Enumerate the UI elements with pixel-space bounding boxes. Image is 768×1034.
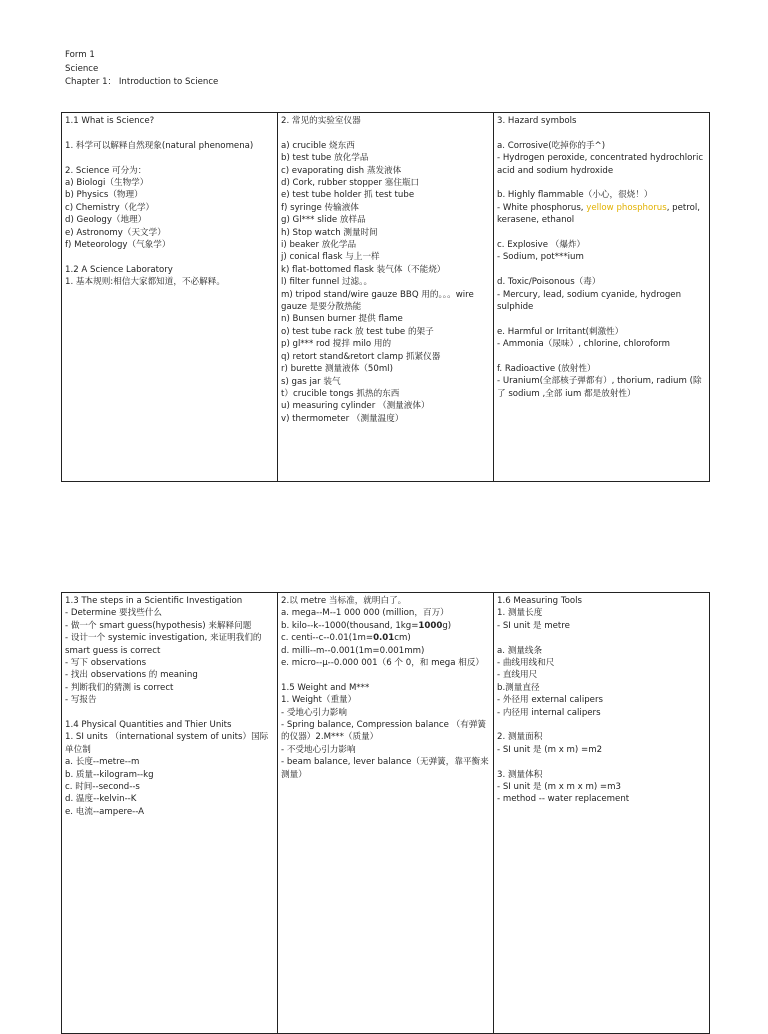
cell-lines xyxy=(65,607,274,818)
cell-title: 3. Hazard symbols xyxy=(497,116,577,126)
document-header xyxy=(65,49,218,90)
text-line xyxy=(497,177,706,189)
text-line: b. 质量--kilogram--kg xyxy=(65,769,154,780)
cell-lines xyxy=(65,127,274,288)
cell-title: 1.6 Measuring Tools xyxy=(497,596,583,606)
text-line xyxy=(497,756,706,768)
kilo-text: b. kilo--k--1000(thousand, 1kg= xyxy=(281,620,419,631)
text-line: - Sodium, pot***ium xyxy=(497,252,584,263)
text-line xyxy=(497,264,706,276)
text-line: - 外径用 external calipers xyxy=(497,695,603,706)
text-line: j) conical flask 与上一样 xyxy=(281,252,380,263)
text-line xyxy=(65,152,274,164)
text-line: - 做一个 smart guess(hypothesis) 来解释问题 xyxy=(65,620,252,631)
text-line: 1. SI units （international system of units）国际单位制 xyxy=(65,732,269,755)
cell-lines xyxy=(281,669,490,781)
text-line: p) gl*** rod 搅拌 milo 用的 xyxy=(281,339,392,350)
text-line: o) test tube rack 放 test tube 的架子 xyxy=(281,326,434,337)
text-line: i) beaker 放化学品 xyxy=(281,240,357,251)
cell-lab-apparatus xyxy=(278,113,494,482)
flammable-highlight: yellow phosphorus xyxy=(586,202,667,213)
text-line: - Ammonia（尿味）, chlorine, chloroform xyxy=(497,339,671,350)
centi-text: c. centi--c--0.01(1m= xyxy=(281,633,374,644)
text-line: d. 温度--kelvin--K xyxy=(65,794,137,805)
text-line: c) evaporating dish 蒸发液体 xyxy=(281,165,402,176)
text-line xyxy=(497,632,706,644)
prefix-kilo xyxy=(281,620,490,632)
text-line: b) Physics（物理） xyxy=(65,190,143,201)
cell-title: 2.以 metre 当标准，就明白了。 xyxy=(281,596,407,606)
text-line xyxy=(65,707,274,719)
text-line: 1.4 Physical Quantities and Thier Units xyxy=(65,720,232,731)
text-line: 2. Science 可分为： xyxy=(65,165,147,176)
text-line: - method -- water replacement xyxy=(497,794,630,805)
text-line: 1. 科学可以解释自然现象(natural phenomena) xyxy=(65,140,254,151)
text-line: m) tripod stand/wire gauze BBQ 用的。。。wire gauze 是要分散热能 xyxy=(281,289,477,313)
text-line: f) Meteorology（气象学） xyxy=(65,240,171,251)
text-line: a. 长度--metre--m xyxy=(65,757,140,768)
cell-title: 1.1 What is Science? xyxy=(65,116,155,126)
cell-lines xyxy=(497,227,706,401)
table-row xyxy=(62,593,710,1034)
text-line xyxy=(497,227,706,239)
text-line: 1.2 A Science Laboratory xyxy=(65,264,173,275)
text-line: d) Geology（地理） xyxy=(65,215,147,226)
table-row xyxy=(62,113,710,482)
text-line: f. Radioactive (放射性） xyxy=(497,364,596,375)
text-line: - SI unit 是 (m x m) =m2 xyxy=(497,744,603,755)
text-line: a. Corrosive(吃掉你的手^) xyxy=(497,140,606,151)
centi-bold: 0.01 xyxy=(373,633,395,644)
text-line xyxy=(497,313,706,325)
text-line: a) Biologi（生物学） xyxy=(65,178,149,188)
prefix-micro: e. micro--μ--0.000 001（6 个 0，和 mega 相反） xyxy=(281,658,485,669)
text-line: - 设计一个 systemic investigation, 来证明我们的 smart guess is correct xyxy=(65,633,265,656)
text-line: - 曲线用线和尺 xyxy=(497,658,555,669)
text-line: - Uranium(全部核子弹都有）, thorium, radium (除了 sodium ,全部 ium 都是放射性） xyxy=(497,376,702,399)
cell-lines xyxy=(281,127,490,425)
text-line: e. Harmful or Irritant(刺激性） xyxy=(497,326,624,337)
text-line: b. Highly flammable（小心，很烧！） xyxy=(497,190,653,201)
text-line: c. 时间--second--s xyxy=(65,782,140,793)
text-line: n) Bunsen burner 提供 flame xyxy=(281,314,403,325)
text-line: - Hydrogen peroxide, concentrated hydrochloric acid and sodium hydroxide xyxy=(497,153,706,176)
text-line: - 写下 observations xyxy=(65,658,147,669)
text-line: 1. 基本规则:相信大家都知道，不必解释。 xyxy=(65,277,225,288)
text-line: a. 测量线条 xyxy=(497,645,543,656)
text-line: f) syringe 传输液体 xyxy=(281,202,359,213)
text-line: b.测量直径 xyxy=(497,682,540,693)
form-label: Form 1 xyxy=(65,50,95,60)
text-line: v) thermometer （测量温度） xyxy=(281,413,404,424)
text-line xyxy=(497,127,706,139)
text-line: 1. Weight（重量） xyxy=(281,695,357,706)
cell-lines xyxy=(497,127,706,201)
cell-title: 1.3 The steps in a Scientific Investigation xyxy=(65,596,243,606)
text-line: e) Astronomy（天文学） xyxy=(65,227,166,238)
text-line xyxy=(65,251,274,263)
text-line xyxy=(281,127,490,139)
cell-what-is-science xyxy=(62,113,278,482)
text-line: d. Toxic/Poisonous（毒） xyxy=(497,277,601,288)
centi-unit: cm) xyxy=(394,633,411,644)
prefix-mega: a. mega--M--1 000 000 (million，百万） xyxy=(281,608,449,619)
flammable-examples xyxy=(497,202,706,227)
text-line: k) flat-bottomed flask 装气体（不能烧） xyxy=(281,264,446,275)
text-line: - 判断我们的猜测 is correct xyxy=(65,682,174,693)
text-line: l) filter funnel 过滤。。 xyxy=(281,277,373,288)
prefix-centi xyxy=(281,632,490,644)
text-line: r) burette 测量液体（50ml) xyxy=(281,364,393,375)
text-line: - 内径用 internal calipers xyxy=(497,707,601,718)
text-line: - 写报告 xyxy=(65,695,97,706)
text-line: d) Cork, rubber stopper 塞住瓶口 xyxy=(281,178,420,189)
text-line: - 找出 observations 的 meaning xyxy=(65,670,198,681)
text-line: - Determine 要找些什么 xyxy=(65,608,162,619)
text-line: - Spring balance, Compression balance （有弹簧的仪器）2.M***（质量） xyxy=(281,720,487,743)
text-line: c) Chemistry（化学） xyxy=(65,202,155,213)
text-line: - 受地心引力影响 xyxy=(281,707,347,718)
text-line: 1.5 Weight and M*** xyxy=(281,682,370,693)
cell-measuring-tools xyxy=(494,593,710,1034)
text-line: h) Stop watch 测量时间 xyxy=(281,227,378,238)
text-line: q) retort stand&retort clamp 抓紧仪器 xyxy=(281,351,441,362)
text-line xyxy=(65,127,274,139)
cell-scientific-investigation xyxy=(62,593,278,1034)
text-line: u) measuring cylinder （测量液体） xyxy=(281,401,430,412)
chapter-title: Chapter 1： Introduction to Science xyxy=(65,77,219,87)
cell-lines xyxy=(497,607,706,805)
text-line: a) crucible 烧东西 xyxy=(281,140,355,151)
text-line: 2. 测量面积 xyxy=(497,732,543,743)
text-line: - SI unit 是 metre xyxy=(497,620,570,631)
notes-table-2 xyxy=(61,592,710,1034)
text-line: - 不受地心引力影响 xyxy=(281,744,356,755)
text-line: t）crucible tongs 抓热的东西 xyxy=(281,388,400,399)
kilo-bold: 1000 xyxy=(418,620,443,631)
text-line: e) test tube holder 抓 test tube xyxy=(281,190,415,201)
text-line: b) test tube 放化学品 xyxy=(281,153,369,164)
text-line: 1. 测量长度 xyxy=(497,608,543,619)
text-line: - beam balance, lever balance（无弹簧，靠平衡来测量） xyxy=(281,757,489,780)
text-line: - Mercury, lead, sodium cyanide, hydrogen sulphide xyxy=(497,289,684,313)
text-line: g) Gl*** slide 放样品 xyxy=(281,215,366,226)
text-line: 3. 测量体积 xyxy=(497,769,543,780)
cell-prefixes-weight-mass xyxy=(278,593,494,1034)
text-line: - 直线用尺 xyxy=(497,670,538,681)
flammable-suffix: , petrol, kerasene, ethanol xyxy=(497,202,703,226)
text-line: - SI unit 是 (m x m x m) =m3 xyxy=(497,782,621,793)
cell-title: 2. 常见的实验室仪器 xyxy=(281,116,361,126)
text-line xyxy=(497,719,706,731)
subject-label: Science xyxy=(65,63,99,74)
text-line: s) gas jar 装气 xyxy=(281,376,341,387)
text-line xyxy=(497,351,706,363)
kilo-unit: g) xyxy=(442,620,452,631)
text-line: c. Explosive （爆炸） xyxy=(497,240,586,251)
text-line xyxy=(281,669,490,681)
text-line: e. 电流--ampere--A xyxy=(65,806,145,817)
cell-hazard-symbols xyxy=(494,113,710,482)
prefix-milli: d. milli--m--0.001(1m=0.001mm) xyxy=(281,645,425,656)
notes-table-1 xyxy=(61,112,710,482)
flammable-prefix: - White phosphorus, xyxy=(497,202,587,213)
